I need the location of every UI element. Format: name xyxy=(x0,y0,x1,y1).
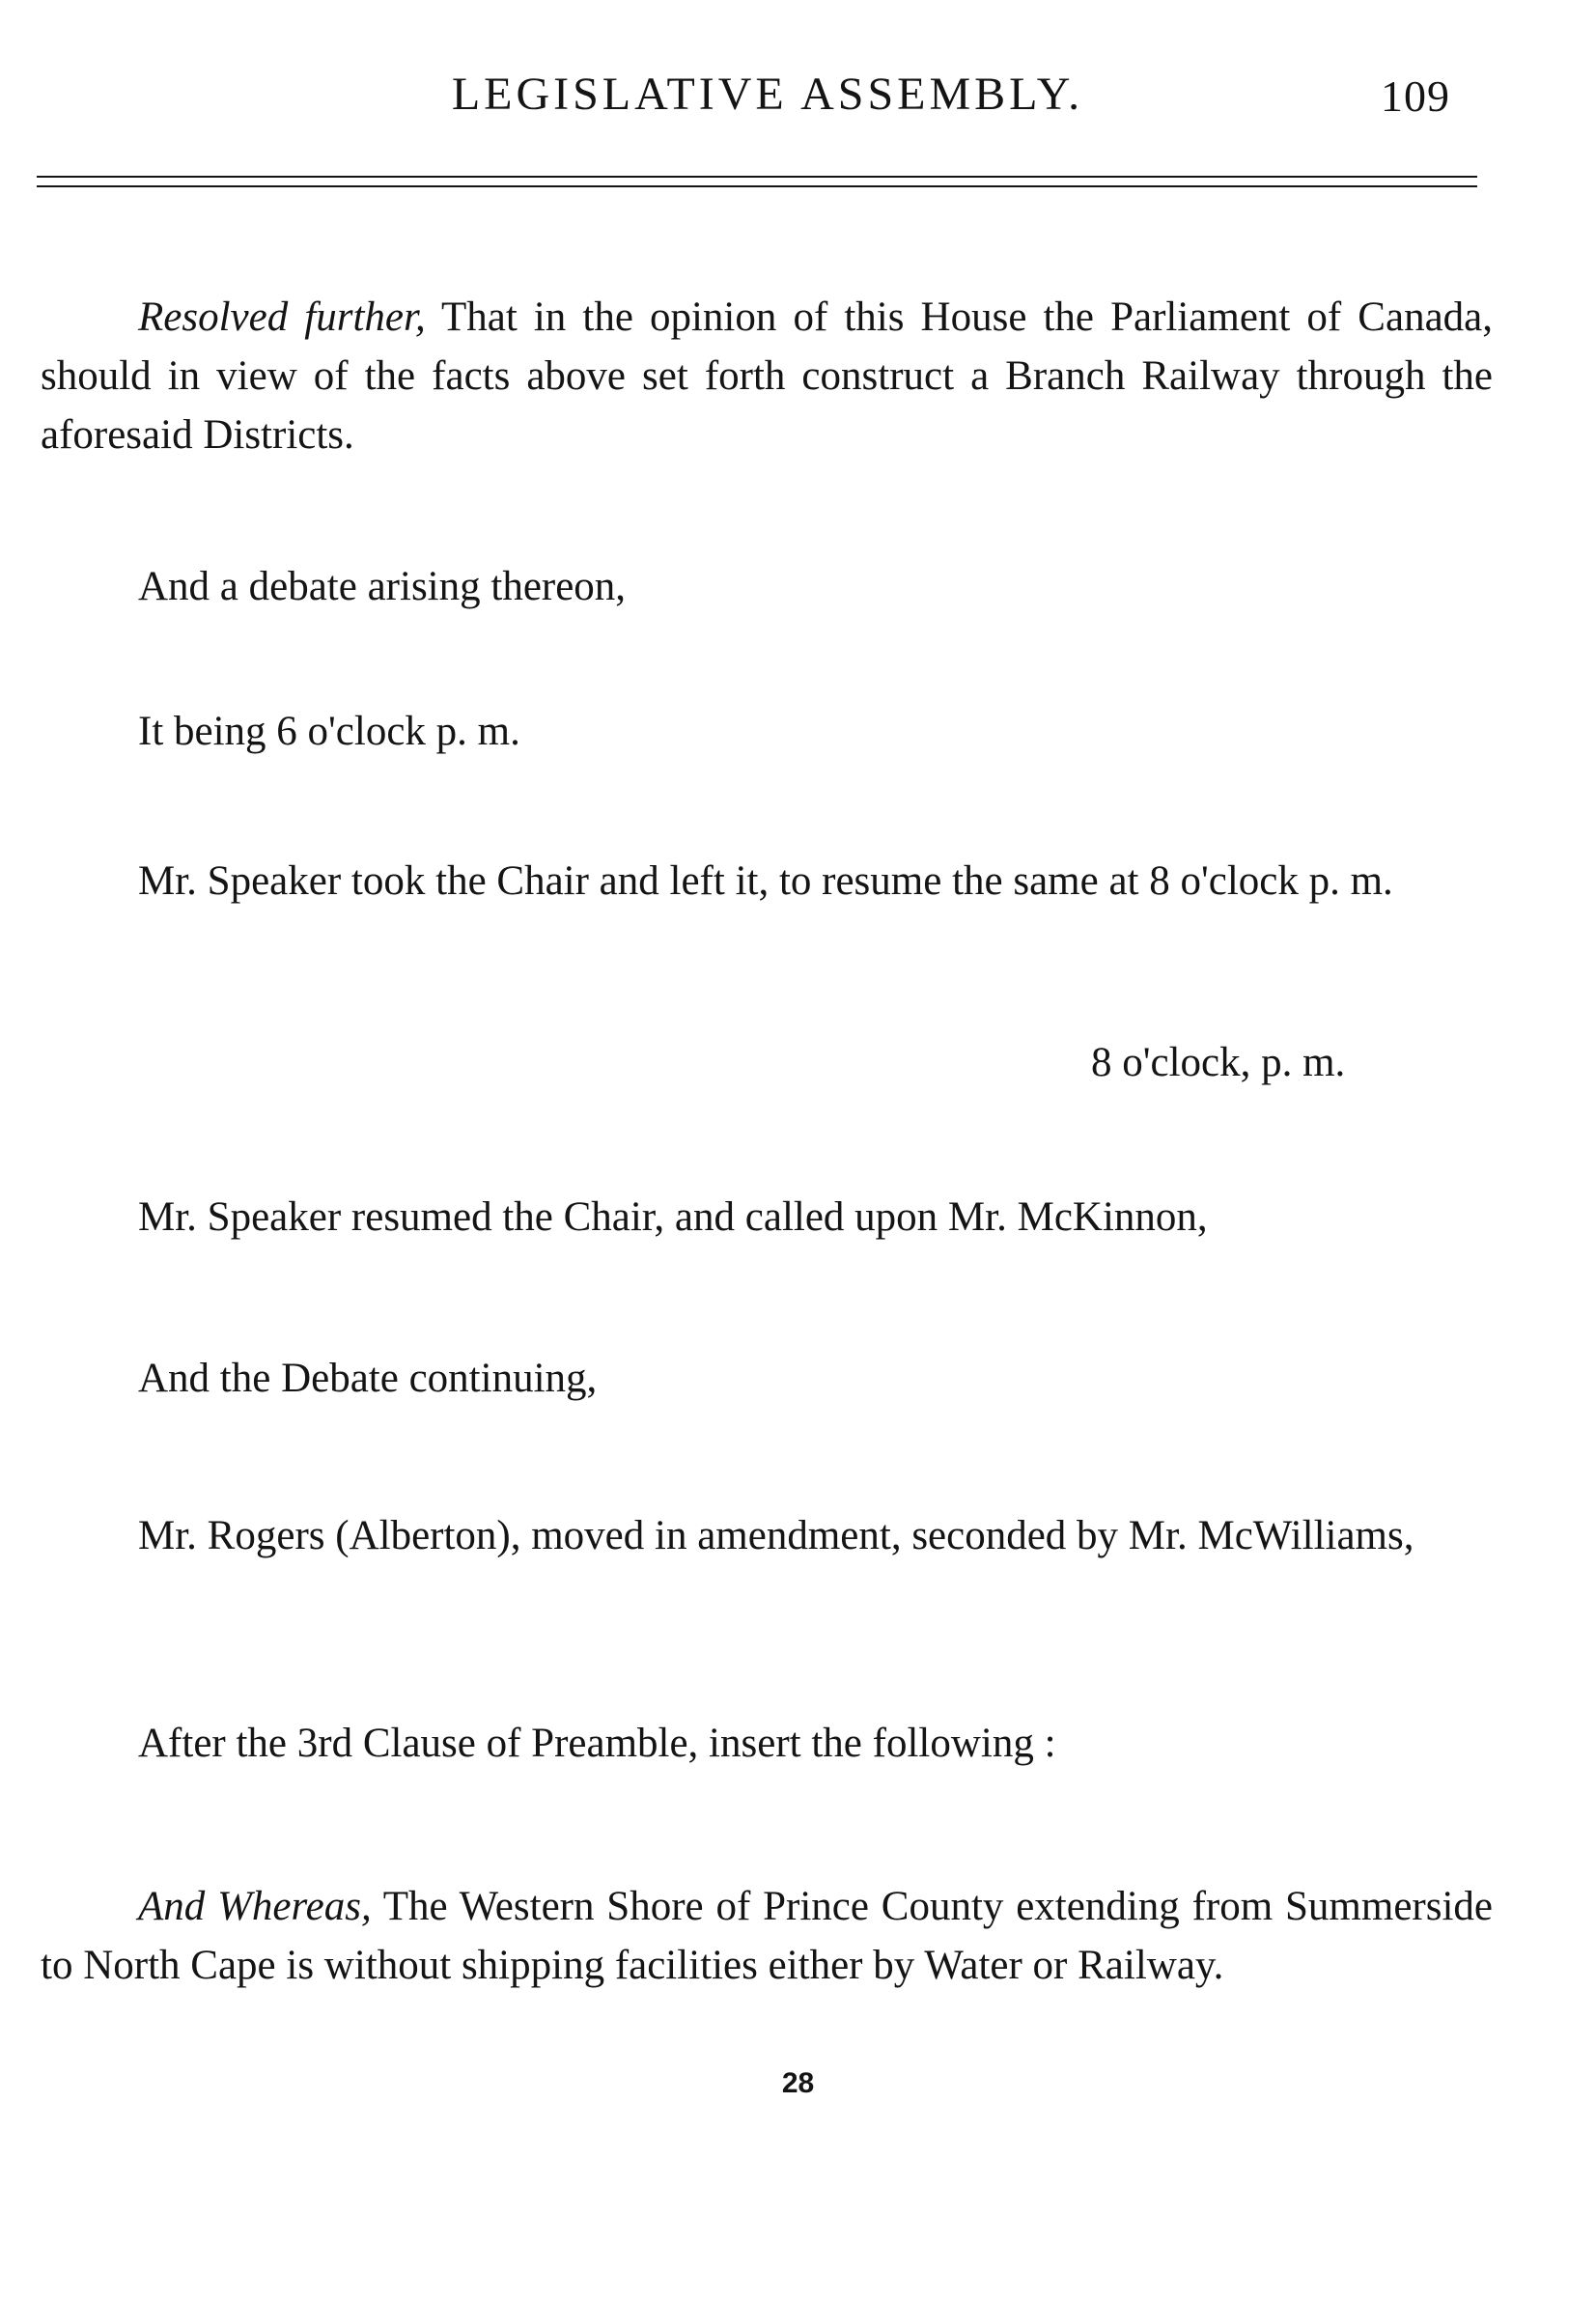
page-number: 109 xyxy=(1381,71,1450,121)
paragraph-body: The Western Shore of Prince County extending from Summerside to North Cape is without shipping facilities either by Water or Railway. xyxy=(41,1884,1494,1988)
running-header-title: LEGISLATIVE ASSEMBLY. xyxy=(451,69,1084,120)
signature-mark: 28 xyxy=(781,2067,815,2099)
paragraph-debate-continuing: And the Debate continuing, xyxy=(138,1356,598,1401)
paragraph-amendment-moved: Mr. Rogers (Alberton), moved in amendment, seconded by Mr. McWilliams, xyxy=(138,1513,1414,1558)
paragraph-speaker-left-chair: Mr. Speaker took the Chair and left it, to resume the same at 8 o'clock p. m. xyxy=(138,858,1393,904)
paragraph-and-whereas xyxy=(41,1877,1493,1995)
paragraph-lead-italic: And Whereas, xyxy=(138,1884,372,1929)
paragraph-six-oclock: It being 6 o'clock p. m. xyxy=(138,709,520,754)
paragraph-resolved-further xyxy=(41,288,1493,464)
paragraph-debate-arising: And a debate arising thereon, xyxy=(138,564,627,609)
paragraph-body: That in the opinion of this House the Parliament of Canada, should in view of the facts above set forth construct a Branch Railway through the aforesaid Districts. xyxy=(41,294,1493,458)
header-double-rule xyxy=(37,176,1477,187)
paragraph-speaker-resumed: Mr. Speaker resumed the Chair, and called upon Mr. McKinnon, xyxy=(138,1194,1208,1240)
paragraph-insert-following: After the 3rd Clause of Preamble, insert the following : xyxy=(138,1721,1056,1766)
paragraph-lead-italic: Resolved further, xyxy=(138,294,426,340)
time-heading: 8 o'clock, p. m. xyxy=(1091,1040,1346,1085)
